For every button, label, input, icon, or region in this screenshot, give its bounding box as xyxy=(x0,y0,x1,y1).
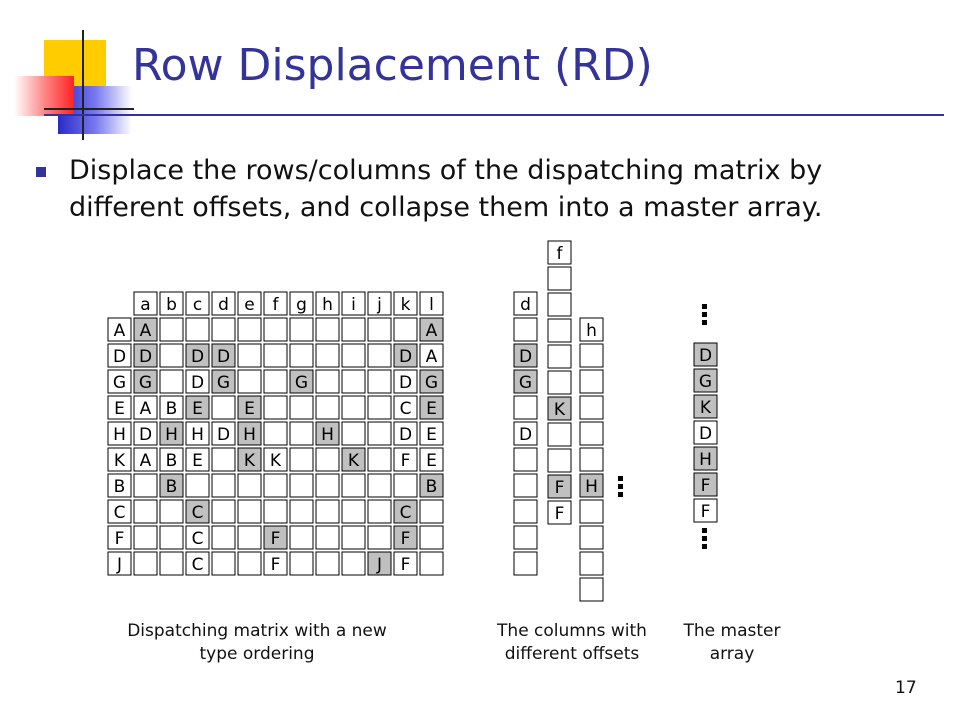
matrix-cell xyxy=(368,318,391,341)
matrix-cell xyxy=(186,318,209,341)
matrix-row-label: C xyxy=(113,503,126,523)
offset-column-cell xyxy=(514,474,537,497)
matrix-row-label: A xyxy=(113,321,126,341)
offset-column-cell-text: F xyxy=(554,504,565,524)
matrix-cell xyxy=(342,396,365,419)
matrix-cell xyxy=(342,526,365,549)
offset-column-cell xyxy=(548,319,571,342)
matrix-header-label: c xyxy=(192,295,203,315)
offset-column-cell xyxy=(548,293,571,316)
matrix-cell-text: E xyxy=(244,399,255,419)
master-array-ellipsis-top xyxy=(702,304,707,309)
matrix-cell xyxy=(316,448,339,471)
matrix-cell xyxy=(368,474,391,497)
matrix-cell xyxy=(264,500,287,523)
matrix-cell xyxy=(160,318,183,341)
matrix-cell xyxy=(316,552,339,575)
master-array-ellipsis-top xyxy=(702,312,707,317)
matrix-cell xyxy=(160,526,183,549)
slide-number: 17 xyxy=(895,678,917,698)
matrix-cell-text: F xyxy=(270,529,281,549)
offset-columns-ellipsis xyxy=(618,492,623,497)
offset-column-cell xyxy=(548,423,571,446)
master-array-ellipsis-bottom xyxy=(702,528,707,533)
matrix-cell xyxy=(290,526,313,549)
matrix-cell xyxy=(290,422,313,445)
matrix-cell-text: E xyxy=(192,451,203,471)
master-array-cell-text: G xyxy=(698,372,713,392)
matrix-header-label: i xyxy=(351,295,356,315)
offset-column-header: d xyxy=(520,295,531,315)
matrix-cell-text: D xyxy=(398,347,413,367)
offset-column-cell xyxy=(580,526,603,549)
matrix-cell-text: B xyxy=(165,477,178,497)
matrix-cell xyxy=(134,552,157,575)
matrix-cell xyxy=(420,552,443,575)
matrix-cell-text: D xyxy=(216,425,231,445)
matrix-cell-text: E xyxy=(426,425,437,445)
matrix-cell xyxy=(238,318,261,341)
offset-column-cell-text: F xyxy=(554,478,565,498)
matrix-header-label: f xyxy=(272,295,279,315)
offset-column-cell xyxy=(514,552,537,575)
matrix-cell-text: H xyxy=(191,425,204,445)
matrix-cell xyxy=(264,396,287,419)
matrix-cell xyxy=(368,396,391,419)
matrix-cell-text: D xyxy=(190,347,205,367)
matrix-cell xyxy=(342,318,365,341)
matrix-header-label: e xyxy=(244,295,255,315)
matrix-cell xyxy=(342,422,365,445)
matrix-row-label: D xyxy=(112,347,127,367)
matrix-cell xyxy=(212,448,235,471)
matrix-cell xyxy=(264,318,287,341)
matrix-cell xyxy=(342,500,365,523)
matrix-cell xyxy=(212,318,235,341)
matrix-cell xyxy=(316,396,339,419)
matrix-cell xyxy=(368,526,391,549)
offset-column-cell xyxy=(580,448,603,471)
offset-column-cell xyxy=(548,371,571,394)
matrix-cell-text: E xyxy=(192,399,203,419)
matrix-cell xyxy=(238,344,261,367)
offset-column-cell xyxy=(580,552,603,575)
matrix-cell-text: A xyxy=(425,347,438,367)
matrix-caption: Dispatching matrix with a new type ordering xyxy=(127,621,387,664)
matrix-cell-text: A xyxy=(425,321,438,341)
matrix-cell xyxy=(316,474,339,497)
matrix-header-label: h xyxy=(322,295,333,315)
offset-column-cell xyxy=(548,449,571,472)
bullet-text: Displace the rows/columns of the dispatching matrix by different offsets, and collapse them into a master array. xyxy=(69,155,823,223)
matrix-cell xyxy=(264,422,287,445)
matrix-header-label: d xyxy=(218,295,229,315)
matrix-header-label: g xyxy=(296,295,307,315)
matrix-cell xyxy=(316,344,339,367)
matrix-cell-text: D xyxy=(398,425,413,445)
matrix-row-label: H xyxy=(113,425,126,445)
matrix-cell xyxy=(290,552,313,575)
offset-column-cell xyxy=(514,526,537,549)
matrix-cell xyxy=(368,448,391,471)
matrix-cell xyxy=(160,344,183,367)
matrix-cell xyxy=(212,500,235,523)
offset-column-cell-text: D xyxy=(518,425,533,445)
matrix-cell xyxy=(290,474,313,497)
matrix-cell xyxy=(238,370,261,393)
offset-column-cell xyxy=(514,448,537,471)
matrix-cell xyxy=(368,422,391,445)
matrix-cell xyxy=(238,500,261,523)
matrix-row-label: G xyxy=(112,373,127,393)
offset-column-cell-text: H xyxy=(585,477,598,497)
matrix-cell xyxy=(316,370,339,393)
matrix-cell-text: D xyxy=(138,347,153,367)
matrix-cell xyxy=(212,552,235,575)
matrix-cell-text: C xyxy=(399,503,412,523)
matrix-cell xyxy=(342,474,365,497)
offset-column-cell xyxy=(514,500,537,523)
matrix-cell xyxy=(420,500,443,523)
matrix-cell xyxy=(290,448,313,471)
matrix-cell xyxy=(186,474,209,497)
offset-column-cell xyxy=(580,396,603,419)
master-array-ellipsis-top xyxy=(702,320,707,325)
offset-column-header: f xyxy=(556,244,563,264)
offset-columns-ellipsis xyxy=(618,484,623,489)
matrix-cell-text: C xyxy=(191,529,204,549)
master-array-ellipsis-bottom xyxy=(702,544,707,549)
matrix-cell-text: K xyxy=(243,451,256,471)
matrix-cell-text: C xyxy=(399,399,412,419)
matrix-cell xyxy=(264,344,287,367)
master-array-cell-text: D xyxy=(698,424,713,444)
matrix-cell xyxy=(212,526,235,549)
matrix-cell-text: K xyxy=(347,451,360,471)
offset-column-cell xyxy=(548,267,571,290)
matrix-row-label: F xyxy=(114,529,125,549)
offset-columns-caption: The columns with different offsets xyxy=(497,621,647,664)
matrix-cell-text: B xyxy=(165,399,178,419)
matrix-header-label: a xyxy=(140,295,151,315)
offset-column-cell xyxy=(514,318,537,341)
master-array-cell-text: H xyxy=(699,450,712,470)
matrix-cell xyxy=(368,500,391,523)
matrix-cell-text: K xyxy=(269,451,282,471)
matrix-cell xyxy=(290,500,313,523)
matrix-cell-text: J xyxy=(376,555,383,575)
matrix-row-label: J xyxy=(116,555,123,575)
matrix-cell-text: F xyxy=(400,529,411,549)
matrix-header-label: j xyxy=(377,295,382,315)
master-array-ellipsis-bottom xyxy=(702,536,707,541)
matrix-cell-text: A xyxy=(139,399,152,419)
offset-column-cell xyxy=(514,396,537,419)
matrix-cell-text: A xyxy=(139,321,152,341)
matrix-cell-text: G xyxy=(138,373,153,393)
matrix-cell xyxy=(316,318,339,341)
offset-column-cell xyxy=(548,345,571,368)
slide-title: Row Displacement (RD) xyxy=(132,40,653,91)
matrix-cell-text: B xyxy=(425,477,438,497)
matrix-cell xyxy=(212,474,235,497)
matrix-cell xyxy=(160,500,183,523)
matrix-cell-text: D xyxy=(190,373,205,393)
matrix-cell xyxy=(264,370,287,393)
matrix-cell xyxy=(394,318,417,341)
master-array-cell-text: F xyxy=(700,502,711,522)
matrix-cell xyxy=(342,552,365,575)
matrix-row-label: B xyxy=(113,477,126,497)
matrix-cell xyxy=(264,474,287,497)
matrix-cell-text: E xyxy=(426,451,437,471)
offset-column-cell xyxy=(580,370,603,393)
matrix-row-label: K xyxy=(113,451,126,471)
matrix-cell-text: C xyxy=(191,555,204,575)
master-array-caption: The master array xyxy=(683,621,781,664)
matrix-cell xyxy=(238,526,261,549)
matrix-cell-text: F xyxy=(400,451,411,471)
offset-column-cell xyxy=(580,500,603,523)
matrix-cell-text: G xyxy=(216,373,231,393)
offset-column-cell-text: G xyxy=(518,373,533,393)
matrix-cell xyxy=(290,344,313,367)
matrix-cell xyxy=(238,552,261,575)
matrix-cell-text: B xyxy=(165,451,178,471)
matrix-cell xyxy=(238,474,261,497)
matrix-cell xyxy=(134,500,157,523)
master-array-cell-text: K xyxy=(699,398,712,418)
matrix-cell-text: C xyxy=(191,503,204,523)
matrix-cell xyxy=(420,526,443,549)
matrix-cell-text: G xyxy=(294,373,309,393)
matrix-cell-text: D xyxy=(398,373,413,393)
matrix-cell xyxy=(160,552,183,575)
matrix-cell xyxy=(134,474,157,497)
master-array-cell-text: F xyxy=(700,476,711,496)
matrix-cell xyxy=(212,396,235,419)
matrix-cell-text: H xyxy=(243,425,256,445)
matrix-cell xyxy=(316,500,339,523)
matrix-row-label: E xyxy=(114,399,125,419)
matrix-cell xyxy=(290,318,313,341)
matrix-cell-text: H xyxy=(321,425,334,445)
offset-column-cell-text: K xyxy=(553,400,566,420)
master-array-cell-text: D xyxy=(698,346,713,366)
matrix-header-label: l xyxy=(429,295,434,315)
matrix-cell-text: D xyxy=(138,425,153,445)
matrix-cell-text: F xyxy=(400,555,411,575)
matrix-cell xyxy=(368,344,391,367)
matrix-cell xyxy=(290,396,313,419)
offset-column-cell xyxy=(580,344,603,367)
matrix-cell-text: E xyxy=(426,399,437,419)
matrix-header-label: k xyxy=(400,295,411,315)
matrix-cell-text: H xyxy=(165,425,178,445)
offset-column-header: h xyxy=(586,321,597,341)
offset-column-cell xyxy=(580,422,603,445)
matrix-cell xyxy=(368,370,391,393)
matrix-cell-text: A xyxy=(139,451,152,471)
matrix-cell xyxy=(342,370,365,393)
matrix-cell-text: G xyxy=(424,373,439,393)
offset-column-cell-text: D xyxy=(518,347,533,367)
matrix-cell-text: F xyxy=(270,555,281,575)
matrix-cell xyxy=(316,526,339,549)
matrix-cell-text: D xyxy=(216,347,231,367)
matrix-cell xyxy=(342,344,365,367)
matrix-cell xyxy=(160,370,183,393)
offset-columns-ellipsis xyxy=(618,476,623,481)
matrix-cell xyxy=(394,474,417,497)
offset-column-cell xyxy=(580,578,603,601)
matrix-header-label: b xyxy=(166,295,177,315)
matrix-cell xyxy=(134,526,157,549)
